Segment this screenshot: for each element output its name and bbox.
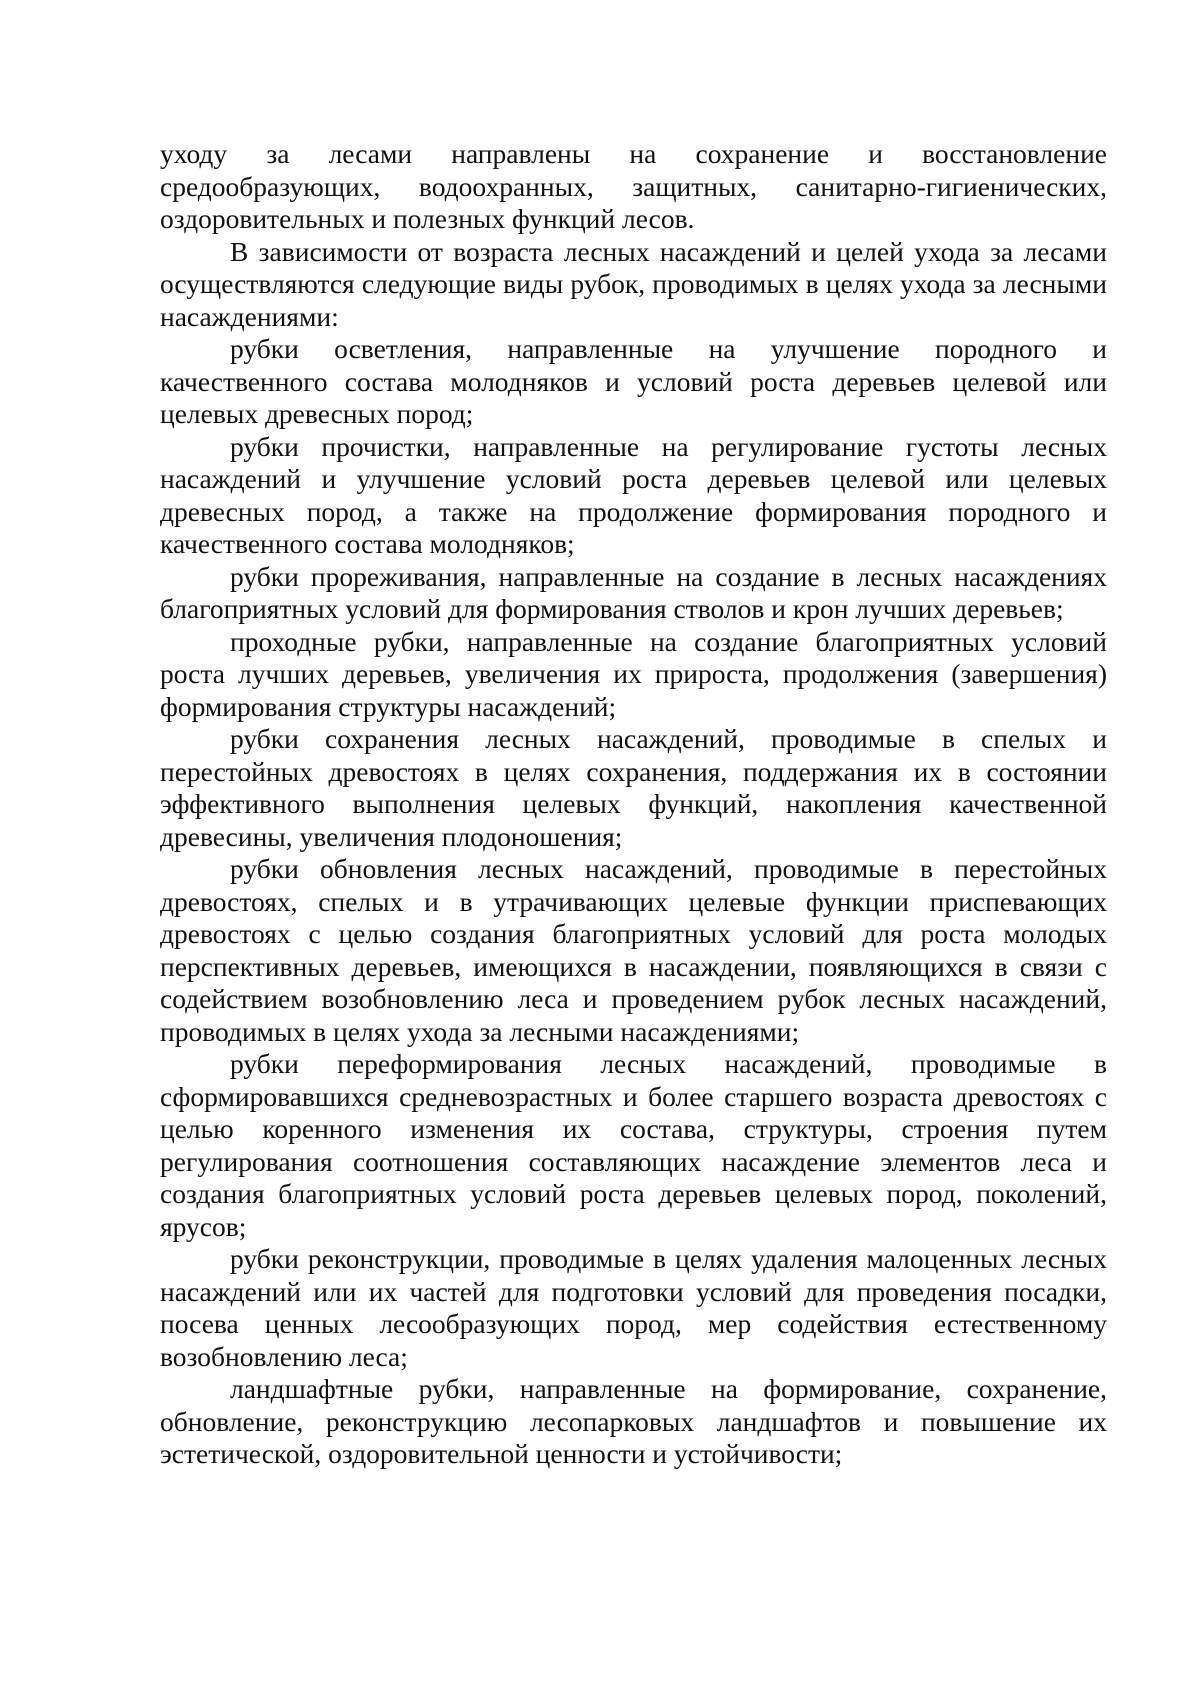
list-item-reformation-cuts: рубки переформирования лесных насаждений, проводимые в сформировавшихся средневозрастных и более старшего возраста древостоях с целью коренного изменения их состава, структуры, строения путем регулирования соотношения составляющих насаждение элементов леса и создания благоприятных условий роста деревьев целевых пород, поколений, ярусов; [160,1048,1107,1242]
list-item-reconstruction-cuts: рубки реконструкции, проводимые в целях удаления малоценных лесных насаждений или их частей для подготовки условий для проведения посадки, посева ценных лесообразующих пород, мер содействия естественному возобновлению леса; [160,1243,1107,1372]
list-item-thinning-cuts: рубки прореживания, направленные на создание в лесных насаждениях благоприятных условий для формирования стволов и крон лучших деревьев; [160,560,1107,624]
list-item-cleaning-cuts: рубки прочистки, направленные на регулирование густоты лесных насаждений и улучшение условий роста деревьев целевой или целевых древесных пород, а также на продолжение формирования породного и качественного состава молодняков; [160,430,1107,559]
document-page [160,138,1107,1471]
paragraph-continuation: уходу за лесами направлены на сохранение и восстановление средообразующих, водоохранных, защитных, санитарно-гигиенических, оздоровительных и полезных функций лесов. [160,138,1107,234]
list-item-clearing-cuts: рубки осветления, направленные на улучшение породного и качественного состава молодняков и условий роста деревьев целевой или целевых древесных пород; [160,333,1107,429]
paragraph-intro: В зависимости от возраста лесных насаждений и целей ухода за лесами осуществляются следующие виды рубок, проводимых в целях ухода за лесными насаждениями: [160,235,1107,332]
list-item-renewal-cuts: рубки обновления лесных насаждений, проводимые в перестойных древостоях, спелых и в утрачивающих целевые функции приспевающих древостоях с целью создания благоприятных условий для роста молодых перспективных деревьев, имеющихся в насаждении, появляющихся в связи с содействием возобновлению леса и проведением рубок лесных насаждений, проводимых в целях ухода за лесными насаждениями; [160,853,1107,1047]
list-item-passage-cuts: проходные рубки, направленные на создание благоприятных условий роста лучших деревьев, увеличения их прироста, продолжения (завершения) формирования структуры насаждений; [160,625,1107,722]
list-item-preservation-cuts: рубки сохранения лесных насаждений, проводимые в спелых и перестойных древостоях в целях сохранения, поддержания их в состоянии эффективного выполнения целевых функций, накопления качественной древесины, увеличения плодоношения; [160,723,1107,852]
list-item-landscape-cuts: ландшафтные рубки, направленные на формирование, сохранение, обновление, реконструкцию лесопарковых ландшафтов и повышение их эстетической, оздоровительной ценности и устойчивости; [160,1373,1107,1469]
